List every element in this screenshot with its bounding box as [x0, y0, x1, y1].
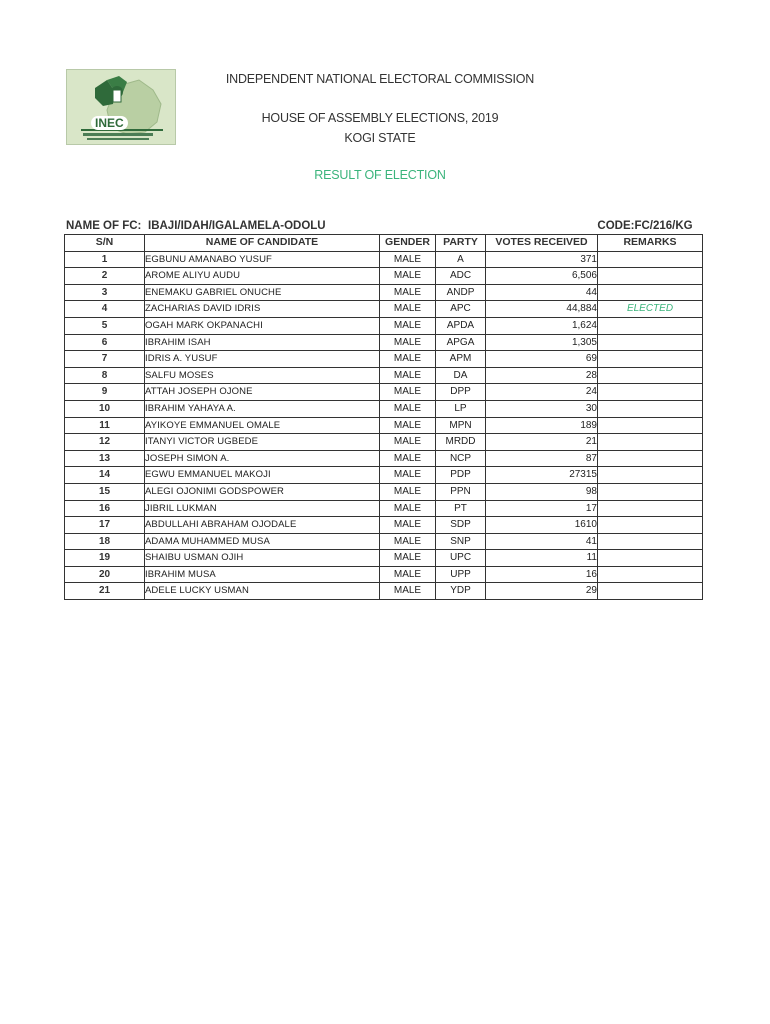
cell-party: SNP — [436, 533, 486, 550]
cell-candidate-name: IBRAHIM YAHAYA A. — [145, 400, 380, 417]
cell-remark — [598, 434, 703, 451]
cell-party: APGA — [436, 334, 486, 351]
cell-candidate-name: ENEMAKU GABRIEL ONUCHE — [145, 284, 380, 301]
cell-gender: MALE — [380, 301, 436, 318]
cell-party: PT — [436, 500, 486, 517]
table-row — [65, 467, 703, 484]
cell-party: APDA — [436, 317, 486, 334]
logo-label: INEC — [91, 116, 128, 130]
cell-gender: MALE — [380, 483, 436, 500]
cell-sn: 19 — [65, 550, 145, 567]
cell-party: PPN — [436, 483, 486, 500]
cell-gender: MALE — [380, 450, 436, 467]
cell-gender: MALE — [380, 317, 436, 334]
cell-votes: 30 — [486, 400, 598, 417]
cell-gender: MALE — [380, 550, 436, 567]
cell-gender: MALE — [380, 467, 436, 484]
cell-sn: 4 — [65, 301, 145, 318]
cell-sn: 9 — [65, 384, 145, 401]
cell-votes: 371 — [486, 251, 598, 268]
cell-gender: MALE — [380, 500, 436, 517]
col-remarks: REMARKS — [598, 235, 703, 252]
cell-remark — [598, 566, 703, 583]
cell-sn: 18 — [65, 533, 145, 550]
cell-party: NCP — [436, 450, 486, 467]
cell-party: MRDD — [436, 434, 486, 451]
cell-candidate-name: ADELE LUCKY USMAN — [145, 583, 380, 600]
cell-party: APM — [436, 351, 486, 368]
cell-gender: MALE — [380, 284, 436, 301]
table-row — [65, 566, 703, 583]
state-title: KOGI STATE — [344, 131, 416, 145]
table-row — [65, 334, 703, 351]
cell-gender: MALE — [380, 434, 436, 451]
cell-candidate-name: ADAMA MUHAMMED MUSA — [145, 533, 380, 550]
table-row — [65, 533, 703, 550]
fc-label: NAME OF FC: — [66, 220, 142, 232]
cell-gender: MALE — [380, 268, 436, 285]
cell-candidate-name: SALFU MOSES — [145, 367, 380, 384]
cell-sn: 8 — [65, 367, 145, 384]
cell-candidate-name: AYIKOYE EMMANUEL OMALE — [145, 417, 380, 434]
cell-candidate-name: ATTAH JOSEPH OJONE — [145, 384, 380, 401]
cell-votes: 44 — [486, 284, 598, 301]
cell-candidate-name: ZACHARIAS DAVID IDRIS — [145, 301, 380, 318]
inec-logo — [66, 69, 176, 145]
cell-votes: 6,506 — [486, 268, 598, 285]
cell-party: YDP — [436, 583, 486, 600]
cell-gender: MALE — [380, 417, 436, 434]
table-row — [65, 450, 703, 467]
cell-candidate-name: IBRAHIM ISAH — [145, 334, 380, 351]
cell-votes: 87 — [486, 450, 598, 467]
cell-sn: 1 — [65, 251, 145, 268]
cell-sn: 5 — [65, 317, 145, 334]
cell-candidate-name: JIBRIL LUKMAN — [145, 500, 380, 517]
cell-candidate-name: ALEGI OJONIMI GODSPOWER — [145, 483, 380, 500]
cell-remark — [598, 517, 703, 534]
fc-value: IBAJI/IDAH/IGALAMELA-ODOLU — [148, 220, 326, 232]
cell-votes: 29 — [486, 583, 598, 600]
cell-candidate-name: ABDULLAHI ABRAHAM OJODALE — [145, 517, 380, 534]
cell-gender: MALE — [380, 517, 436, 534]
cell-sn: 7 — [65, 351, 145, 368]
col-gender: GENDER — [380, 235, 436, 252]
table-row — [65, 351, 703, 368]
cell-votes: 27315 — [486, 467, 598, 484]
cell-remark — [598, 467, 703, 484]
cell-candidate-name: EGBUNU AMANABO YUSUF — [145, 251, 380, 268]
cell-gender: MALE — [380, 533, 436, 550]
table-row — [65, 417, 703, 434]
cell-gender: MALE — [380, 251, 436, 268]
cell-candidate-name: OGAH MARK OKPANACHI — [145, 317, 380, 334]
cell-votes: 69 — [486, 351, 598, 368]
table-body — [65, 251, 703, 599]
table-header-row — [65, 235, 703, 252]
cell-votes: 17 — [486, 500, 598, 517]
coat-of-arms-icon — [67, 70, 175, 144]
cell-gender: MALE — [380, 583, 436, 600]
code-label: CODE:FC/216/KG — [597, 220, 693, 232]
table-row — [65, 500, 703, 517]
cell-remark — [598, 533, 703, 550]
table-row — [65, 284, 703, 301]
cell-sn: 2 — [65, 268, 145, 285]
cell-party: UPC — [436, 550, 486, 567]
cell-party: PDP — [436, 467, 486, 484]
cell-sn: 6 — [65, 334, 145, 351]
cell-sn: 10 — [65, 400, 145, 417]
cell-candidate-name: IBRAHIM MUSA — [145, 566, 380, 583]
table-row — [65, 400, 703, 417]
col-votes: VOTES RECEIVED — [486, 235, 598, 252]
cell-remark — [598, 417, 703, 434]
table-row — [65, 550, 703, 567]
table-row — [65, 517, 703, 534]
table-row — [65, 583, 703, 600]
cell-candidate-name: JOSEPH SIMON A. — [145, 450, 380, 467]
cell-party: A — [436, 251, 486, 268]
cell-remark — [598, 500, 703, 517]
cell-gender: MALE — [380, 400, 436, 417]
result-title: RESULT OF ELECTION — [314, 168, 446, 182]
col-sn: S/N — [65, 235, 145, 252]
cell-sn: 3 — [65, 284, 145, 301]
cell-party: APC — [436, 301, 486, 318]
cell-party: ANDP — [436, 284, 486, 301]
cell-remark — [598, 550, 703, 567]
cell-remark — [598, 384, 703, 401]
table-row — [65, 384, 703, 401]
table-row — [65, 483, 703, 500]
cell-sn: 15 — [65, 483, 145, 500]
table-row — [65, 268, 703, 285]
cell-votes: 1,305 — [486, 334, 598, 351]
cell-votes: 98 — [486, 483, 598, 500]
table-row — [65, 367, 703, 384]
table-row — [65, 434, 703, 451]
cell-sn: 16 — [65, 500, 145, 517]
cell-remark — [598, 334, 703, 351]
cell-gender: MALE — [380, 367, 436, 384]
cell-candidate-name: IDRIS A. YUSUF — [145, 351, 380, 368]
cell-candidate-name: AROME ALIYU AUDU — [145, 268, 380, 285]
cell-votes: 21 — [486, 434, 598, 451]
cell-sn: 11 — [65, 417, 145, 434]
cell-remark — [598, 351, 703, 368]
table-row — [65, 301, 703, 318]
cell-party: MPN — [436, 417, 486, 434]
cell-votes: 189 — [486, 417, 598, 434]
cell-gender: MALE — [380, 566, 436, 583]
cell-votes: 44,884 — [486, 301, 598, 318]
cell-sn: 12 — [65, 434, 145, 451]
cell-remark — [598, 583, 703, 600]
results-table — [64, 234, 703, 600]
cell-party: DA — [436, 367, 486, 384]
cell-remark — [598, 317, 703, 334]
cell-votes: 16 — [486, 566, 598, 583]
cell-votes: 1610 — [486, 517, 598, 534]
cell-gender: MALE — [380, 334, 436, 351]
cell-party: DPP — [436, 384, 486, 401]
cell-remark — [598, 400, 703, 417]
cell-candidate-name: ITANYI VICTOR UGBEDE — [145, 434, 380, 451]
cell-votes: 28 — [486, 367, 598, 384]
cell-votes: 11 — [486, 550, 598, 567]
cell-party: SDP — [436, 517, 486, 534]
cell-gender: MALE — [380, 351, 436, 368]
cell-sn: 17 — [65, 517, 145, 534]
table-row — [65, 317, 703, 334]
cell-remark — [598, 367, 703, 384]
cell-party: UPP — [436, 566, 486, 583]
col-name: NAME OF CANDIDATE — [145, 235, 380, 252]
cell-candidate-name: EGWU EMMANUEL MAKOJI — [145, 467, 380, 484]
cell-votes: 24 — [486, 384, 598, 401]
cell-remark — [598, 251, 703, 268]
cell-remark — [598, 483, 703, 500]
cell-sn: 13 — [65, 450, 145, 467]
cell-remark — [598, 268, 703, 285]
cell-candidate-name: SHAIBU USMAN OJIH — [145, 550, 380, 567]
cell-remark — [598, 450, 703, 467]
commission-title: INDEPENDENT NATIONAL ELECTORAL COMMISSION — [225, 72, 535, 86]
cell-gender: MALE — [380, 384, 436, 401]
cell-sn: 14 — [65, 467, 145, 484]
cell-votes: 1,624 — [486, 317, 598, 334]
cell-sn: 20 — [65, 566, 145, 583]
col-party: PARTY — [436, 235, 486, 252]
cell-sn: 21 — [65, 583, 145, 600]
cell-remark: ELECTED — [598, 301, 703, 318]
election-title: HOUSE OF ASSEMBLY ELECTIONS, 2019 — [261, 111, 499, 125]
cell-party: ADC — [436, 268, 486, 285]
table-row — [65, 251, 703, 268]
cell-remark — [598, 284, 703, 301]
cell-votes: 41 — [486, 533, 598, 550]
cell-party: LP — [436, 400, 486, 417]
